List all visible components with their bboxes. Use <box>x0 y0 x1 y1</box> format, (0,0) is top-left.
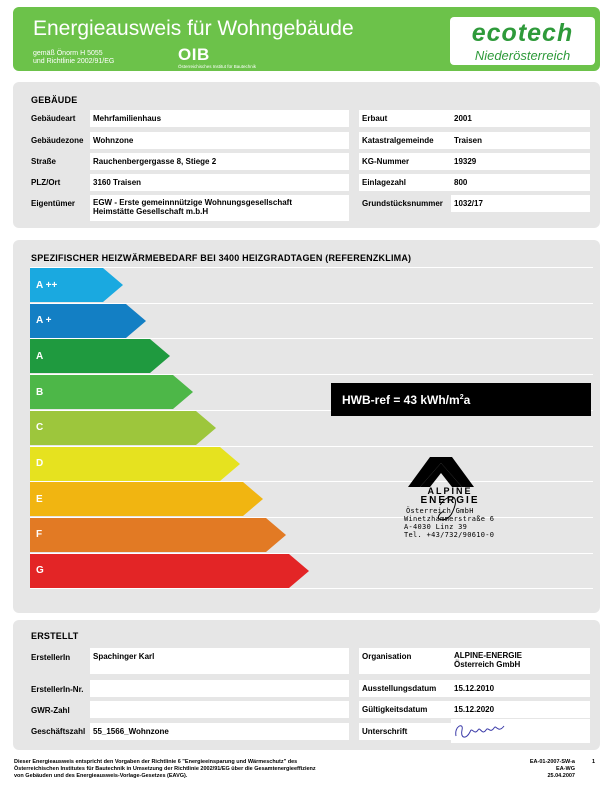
erstellt-title: ERSTELLT <box>31 631 79 641</box>
label-einlagezahl: Einlagezahl <box>359 174 451 191</box>
signature <box>452 718 512 747</box>
energy-class-label: C <box>36 422 44 434</box>
label-grundstuecksnummer: Grundstücksnummer <box>362 199 443 208</box>
energy-class-bar <box>30 411 196 445</box>
norm-line-1: gemäß Önorm H 5055 <box>33 50 103 57</box>
value-gwr-zahl <box>90 701 349 718</box>
energy-class-label: A <box>36 350 44 362</box>
organisation-line-1: ALPINE-ENERGIE <box>454 651 523 660</box>
energy-class-arrow-tip <box>126 304 146 338</box>
energy-class-arrow-tip <box>220 447 240 481</box>
label-kg-nummer: KG-Nummer <box>359 153 451 170</box>
energy-class-arrow-tip <box>196 411 216 445</box>
scale-separator-line <box>30 588 593 589</box>
energy-class-arrow-tip <box>243 482 263 516</box>
stamp-line-1: ALPINE <box>427 486 473 496</box>
value-eigentuemer <box>90 195 349 221</box>
norm-line-2: und Richtlinie 2002/91/EG <box>33 58 115 65</box>
logo-sub-text: Niederösterreich <box>474 48 571 63</box>
footer-code-3: 25.04.2007 <box>547 773 575 779</box>
stamp-line-3: Österreich GmbH <box>406 507 474 515</box>
signature-image <box>452 718 512 742</box>
stamp-line-5: A-4030 Linz 39 <box>404 523 468 531</box>
norm-subtitle <box>33 50 114 66</box>
energy-class-arrow-tip <box>266 518 286 552</box>
energy-class-bar <box>30 554 289 588</box>
energy-class-label: E <box>36 493 43 505</box>
label-erstellerin-nr: ErstellerIn-Nr. <box>31 685 84 694</box>
stamp-line-6: Tel. +43/732/90610-0 <box>404 531 495 539</box>
value-ausstellungsdatum: 15.12.2010 <box>451 680 590 697</box>
logo-main-text: ecotech <box>471 19 574 47</box>
energy-class-label: B <box>36 386 44 398</box>
footer-line-3: von Gebäuden und des Energieausweis-Vorlage-Gesetzes (EAVG). <box>14 773 188 779</box>
footer-code-1: EA-01-2007-SW-a <box>529 759 575 765</box>
hwb-title: SPEZIFISCHER HEIZWÄRMEBEDARF BEI 3400 HEIZGRADTAGEN (REFERENZKLIMA) <box>31 253 412 263</box>
ecotech-logo <box>450 17 595 65</box>
value-strasse: Rauchenbergergasse 8, Stiege 2 <box>90 153 349 170</box>
energy-class-label: A + <box>36 315 52 327</box>
hwb-result-box <box>331 383 591 416</box>
value-grundstuecksnummer: 1032/17 <box>451 195 590 212</box>
energy-class-arrow-tip <box>150 339 170 373</box>
label-gebaeudezone: Gebäudezone <box>31 136 84 145</box>
label-gwr-zahl: GWR-Zahl <box>31 706 70 715</box>
stamp-line-2: ENERGIE <box>420 495 480 506</box>
energy-class-bar <box>30 304 126 338</box>
eigentuemer-line-1: EGW - Erste gemeinnnützige Wohnungsgesellschaft <box>93 198 292 207</box>
value-einlagezahl: 800 <box>451 174 590 191</box>
value-katastralgemeinde: Traisen <box>451 132 590 149</box>
footer-code-2: EA-WG <box>556 766 575 772</box>
label-gueltigkeitsdatum: Gültigkeitsdatum <box>359 701 451 718</box>
gebaeude-title: GEBÄUDE <box>31 95 78 105</box>
label-katastralgemeinde: Katastralgemeinde <box>359 132 451 149</box>
energy-class-label: D <box>36 458 44 469</box>
energy-class-arrow-tip <box>289 554 309 588</box>
label-eigentuemer: Eigentümer <box>31 199 76 208</box>
energy-class-bar <box>30 268 103 302</box>
energy-class-label: A ++ <box>36 279 58 291</box>
label-unterschrift: Unterschrift <box>359 723 451 740</box>
energy-class-bar <box>30 482 243 516</box>
hwb-result-value: HWB-ref = 43 kWh/m <box>342 393 460 407</box>
energy-class-label: G <box>36 565 44 577</box>
footer-line-1: Dieser Energieausweis entspricht den Vorgaben der Richtlinie 6 "Energieeinsparung und Wärmeschutz" des <box>14 759 298 765</box>
document-title: Energieausweis für Wohngebäude <box>33 17 354 40</box>
value-gebaeudezone: Wohnzone <box>90 132 349 149</box>
stamp-line-4: Winetzhammerstraße 6 <box>404 515 495 523</box>
organisation-line-2: Österreich GmbH <box>454 660 521 669</box>
hwb-result-unit-suffix: a <box>463 393 471 407</box>
value-geschaeftszahl: 55_1566_Wohnzone <box>90 723 349 740</box>
value-erstellerin-nr <box>90 680 349 697</box>
energy-class-bar <box>30 518 266 552</box>
energy-class-bar <box>30 339 150 373</box>
label-organisation: Organisation <box>359 648 451 674</box>
header-banner <box>13 7 600 71</box>
energy-class-bar <box>30 447 220 481</box>
energy-class-arrow-tip <box>103 268 123 302</box>
label-geschaeftszahl: Geschäftszahl <box>31 727 86 736</box>
energy-class-bar <box>30 375 173 409</box>
energy-class-label: F <box>36 529 43 541</box>
value-erstellerin: Spachinger Karl <box>90 648 349 674</box>
value-organisation <box>451 648 590 674</box>
company-stamp <box>400 453 505 543</box>
value-plz-ort: 3160 Traisen <box>90 174 349 191</box>
footer-line-2: Österreichischen Institutes für Bautechnik in Umsetzung der Richtlinie 2002/91/EG über die Gesamtenergieeffizienz <box>14 766 316 772</box>
label-erstellerin: ErstellerIn <box>31 653 71 662</box>
label-erbaut: Erbaut <box>359 110 451 127</box>
energy-class-arrow-tip <box>173 375 193 409</box>
eigentuemer-line-2: Heimstätte Gesellschaft m.b.H <box>93 207 209 216</box>
hwb-result-exponent: 2 <box>459 394 464 401</box>
value-gebaeudeart: Mehrfamilienhaus <box>90 110 349 127</box>
value-kg-nummer: 19329 <box>451 153 590 170</box>
label-ausstellungsdatum: Ausstellungsdatum <box>359 680 451 697</box>
value-gueltigkeitsdatum: 15.12.2020 <box>451 701 590 718</box>
value-erbaut: 2001 <box>451 110 590 127</box>
page-number: 1 <box>592 759 596 765</box>
label-gebaeudeart: Gebäudeart <box>31 114 76 123</box>
oib-subtitle: Österreichisches Institut für Bautechnik <box>178 64 257 69</box>
label-plz-ort: PLZ/Ort <box>31 178 61 187</box>
footer-legal-text <box>14 759 434 780</box>
label-strasse: Straße <box>31 157 56 166</box>
oib-logo: OIB <box>178 45 210 64</box>
footer-codes <box>500 759 575 780</box>
